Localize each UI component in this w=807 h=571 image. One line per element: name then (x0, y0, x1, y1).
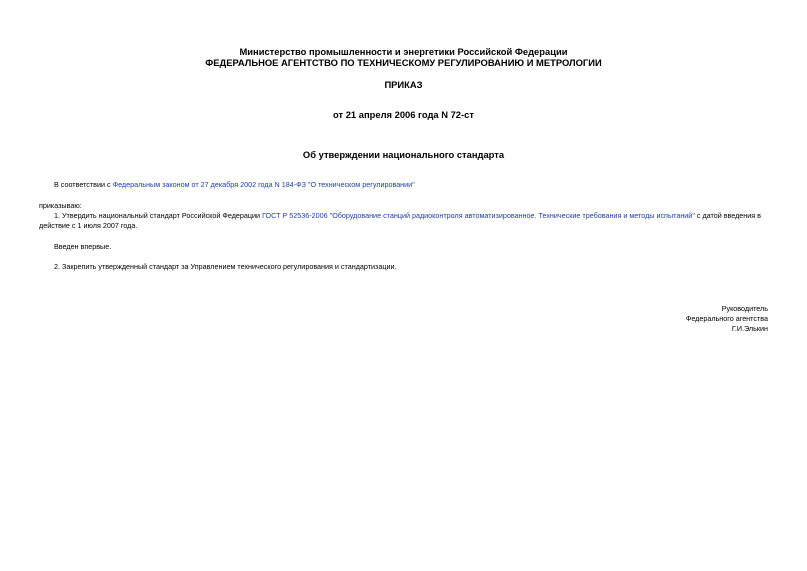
signature-position-line1: Руководитель (721, 304, 768, 313)
item1-paragraph (54, 211, 761, 221)
signature-name: Г.И.Элькин (731, 324, 768, 333)
item1-suffix: с датой введения в (694, 211, 761, 220)
federal-law-link[interactable]: Федеральным законом от 27 декабря 2002 года N 184-ФЗ "О техническом регулировании" (112, 180, 415, 189)
order-word: приказываю: (39, 201, 82, 210)
intro-prefix: В соответствии с (54, 180, 113, 189)
item1-continuation: действие с 1 июля 2007 года. (39, 221, 138, 230)
document-type: ПРИКАЗ (384, 79, 423, 90)
document-date-number: от 21 апреля 2006 года N 72-ст (333, 109, 474, 120)
intro-paragraph (54, 180, 415, 190)
item1-prefix: 1. Утвердить национальный стандарт Российской Федерации (54, 211, 263, 220)
first-time-note: Введен впервые. (54, 242, 112, 251)
document-subject: Об утверждении национального стандарта (302, 149, 505, 160)
ministry-title: Министерство промышленности и энергетики Российской Федерации (239, 46, 568, 57)
item2-paragraph: 2. Закрепить утвержденный стандарт за Управлением технического регулирования и стандартизации. (54, 262, 397, 271)
gost-standard-link[interactable]: ГОСТ Р 52536-2006 "Оборудование станций радиоконтроля автоматизированное. Технические требования и методы испытаний" (262, 211, 695, 220)
signature-position-line2: Федерального агентства (685, 314, 768, 323)
agency-title: ФЕДЕРАЛЬНОЕ АГЕНТСТВО ПО ТЕХНИЧЕСКОМУ РЕГУЛИРОВАНИЮ И МЕТРОЛОГИИ (205, 57, 602, 68)
